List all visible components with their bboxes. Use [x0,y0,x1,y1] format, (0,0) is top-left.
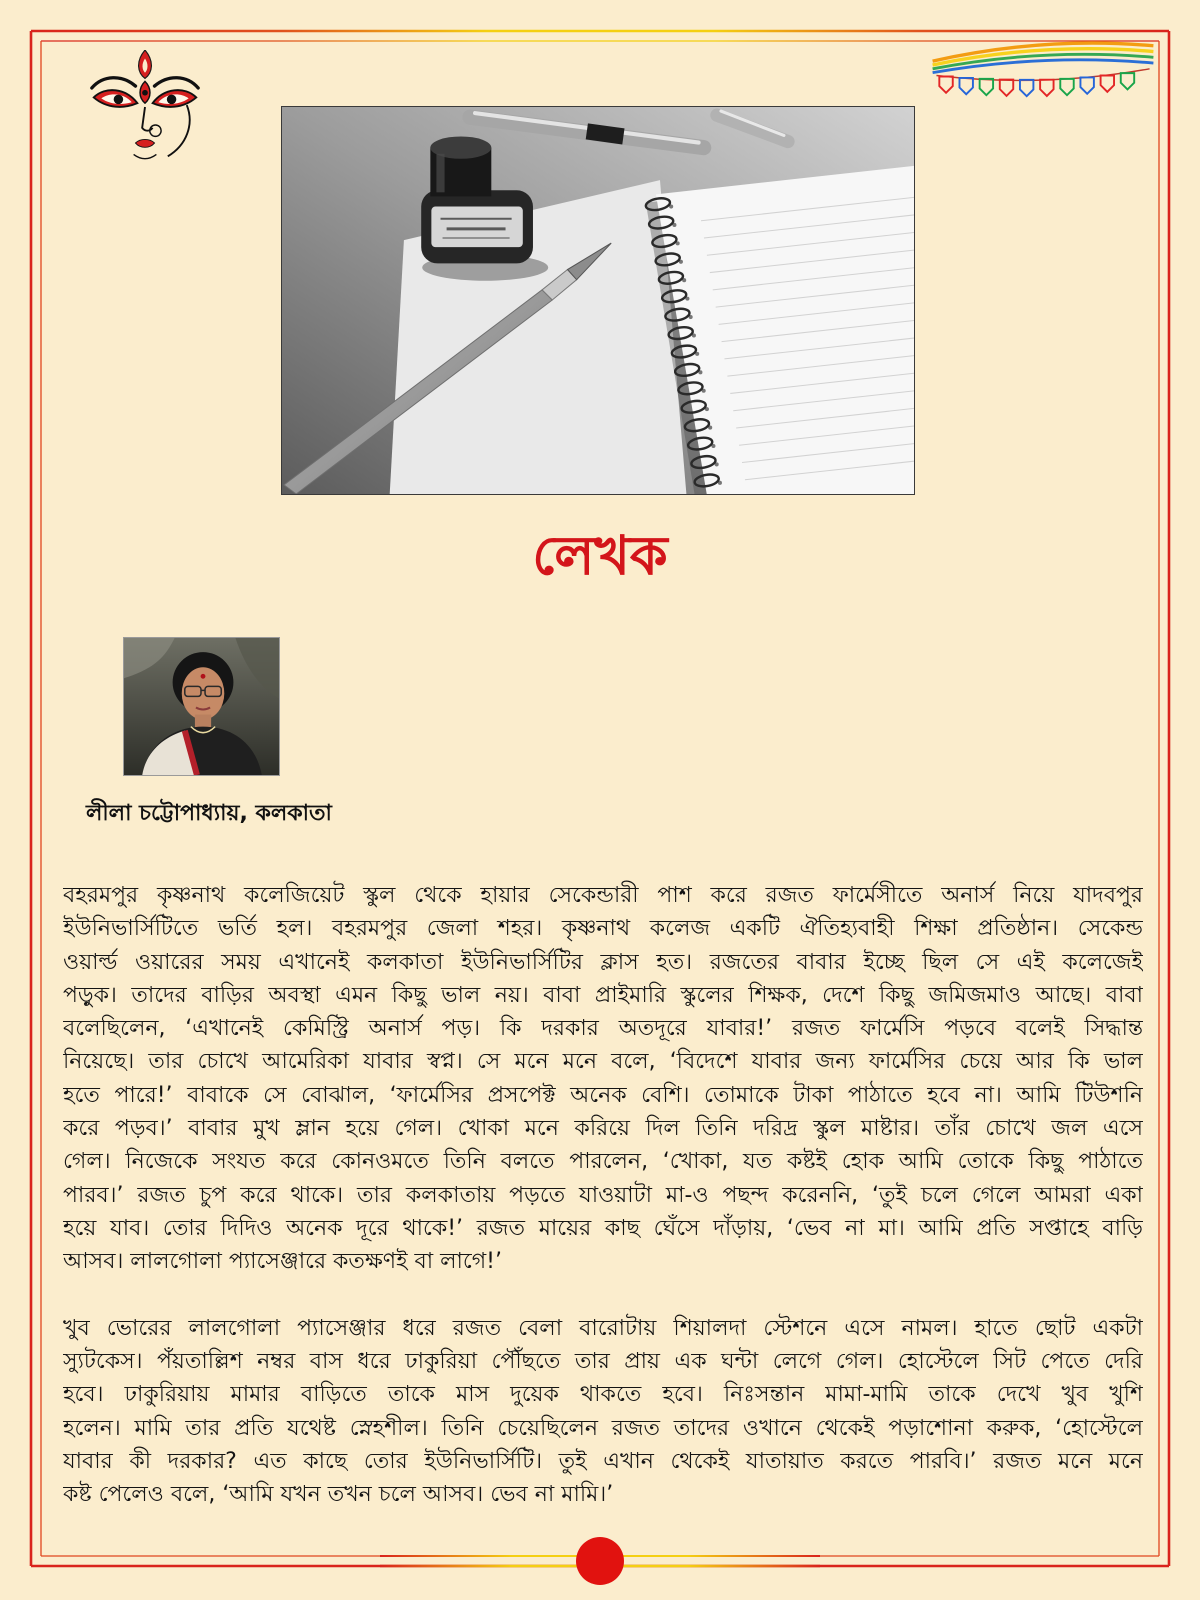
durga-face-icon [86,50,204,162]
story-paragraph [63,879,1143,1279]
story-line: কষ্ট পেলেও বলে, ‘আমি যখন তখন চলে আসব। ভেব না মামি।’ [63,1482,614,1508]
story-paragraph [63,1312,1143,1512]
red-dot-icon [576,1537,624,1585]
story-line: আসব। লালগোলা প্যাসেঞ্জারে কতক্ষণই বা লাগে!’ [63,1249,502,1275]
story-line: স্যুটকেস। পঁয়তাল্লিশ নম্বর বাস ধরে ঢাকুরিয়া পৌঁছতে তার প্রায় এক ঘন্টা লেগে গেল। হোস্টেলে সিট পেতে দেরি [63,1349,1143,1375]
section-title: লেখক [532,524,668,587]
story-line: নিয়েছে। তার চোখে আমেরিকা যাবার স্বপ্ন। সে মনে মনে বলে, ‘বিদেশে যাবার জন্য ফার্মেসির চেয়ে আর কি ভাল [63,1049,1143,1075]
author-photo [123,637,280,776]
story-line: করে পড়ব।’ বাবার মুখ ম্লান হয়ে গেল। খোকা মনে করিয়ে দিল তিনি দরিদ্র স্কুল মাষ্টার। তাঁর চোখে জল এসে [63,1116,1143,1142]
story-line: গেল। নিজেকে সংযত করে কোনওমতে তিনি বলতে পারলেন, ‘খোকা, যত কষ্টই হোক আমি তোকে কিছু পাঠাতে [63,1149,1143,1175]
story-body [63,879,1143,1512]
story-line: বলেছিলেন, ‘এখানেই কেমিস্ট্রি অনার্স পড়। কি দরকার অতদূরে যাবার!’ রজত ফার্মেসি পড়বে বলেই সিদ্ধান্ত [63,1016,1143,1042]
story-line: যাবার কী দরকার? এত কাছে তোর ইউনিভার্সিটি। তুই এখান থেকেই যাতায়াত করতে পারবি।’ রজত মনে মনে [63,1449,1143,1475]
story-line: হয়ে যাব। তোর দিদিও অনেক দূরে থাকে!’ রজত মায়ের কাছ ঘেঁসে দাঁড়ায়, ‘ভেব না মা। আমি প্রতি সপ্তাহে বাড়ি [63,1215,1143,1241]
story-line: বহরমপুর কৃষ্ণনাথ কলেজিয়েট স্কুল থেকে হায়ার সেকেন্ডারী পাশ করে রজত ফার্মেসীতে অনার্স নিয়ে যাদবপুর [63,883,1143,908]
story-line: পড়ুক। তাদের বাড়ির অবস্থা এমন কিছু ভাল নয়। বাবা প্রাইমারি স্কুলের শিক্ষক, দেশে কিছু জমিজমাও আছে। বাবা [63,982,1143,1008]
author-caption: লীলা চট্টোপাধ্যায়, কলকাতা [86,801,332,826]
header-photo [281,106,915,495]
story-line: হবে। ঢাকুরিয়ায় মামার বাড়িতে তাকে মাস দুয়েক থাকতে হবে। নিঃসন্তান মামা-মামি তাকে দেখে খুব খুশি [63,1382,1143,1408]
story-line: পারব।’ রজত চুপ করে থাকে। তার কলকাতায় পড়তে যাওয়াটা মা-ও পছন্দ করেননি, ‘তুই চলে গেলে আমরা একা [63,1182,1143,1208]
story-line: ওয়ার্ল্ড ওয়ারের সময় এখানেই কলকাতা ইউনিভার্সিটির ক্লাস হত। রজতের বাবার ইচ্ছে ছিল সে এই কলেজেই [63,949,1143,975]
story-line: খুব ভোরের লালগোলা প্যাসেঞ্জার ধরে রজত বেলা বারোটায় শিয়ালদা স্টেশনে এসে নামল। হাতে ছোট একটা [63,1315,1143,1341]
story-line: হলেন। মামি তার প্রতি যথেষ্ট স্নেহশীল। তিনি চেয়েছিলেন রজত তাদের ওখানে থেকেই পড়াশোনা করুক, ‘হোস্টেলে [63,1415,1143,1441]
story-line: হতে পারে!’ বাবাকে সে বোঝাল, ‘ফার্মেসির প্রসপেক্ট অনেক বেশি। তোমাকে টাকা পাঠাতে হবে না। আমি টিউশনি [63,1082,1143,1108]
story-line: ইউনিভার্সিটিতে ভর্তি হল। বহরমপুর জেলা শহর। কৃষ্ণনাথ কলেজ একটি ঐতিহ্যবাহী শিক্ষা প্রতিষ্ঠান। সেকেন্ড [63,916,1143,942]
festive-bunting-icon [932,40,1154,112]
